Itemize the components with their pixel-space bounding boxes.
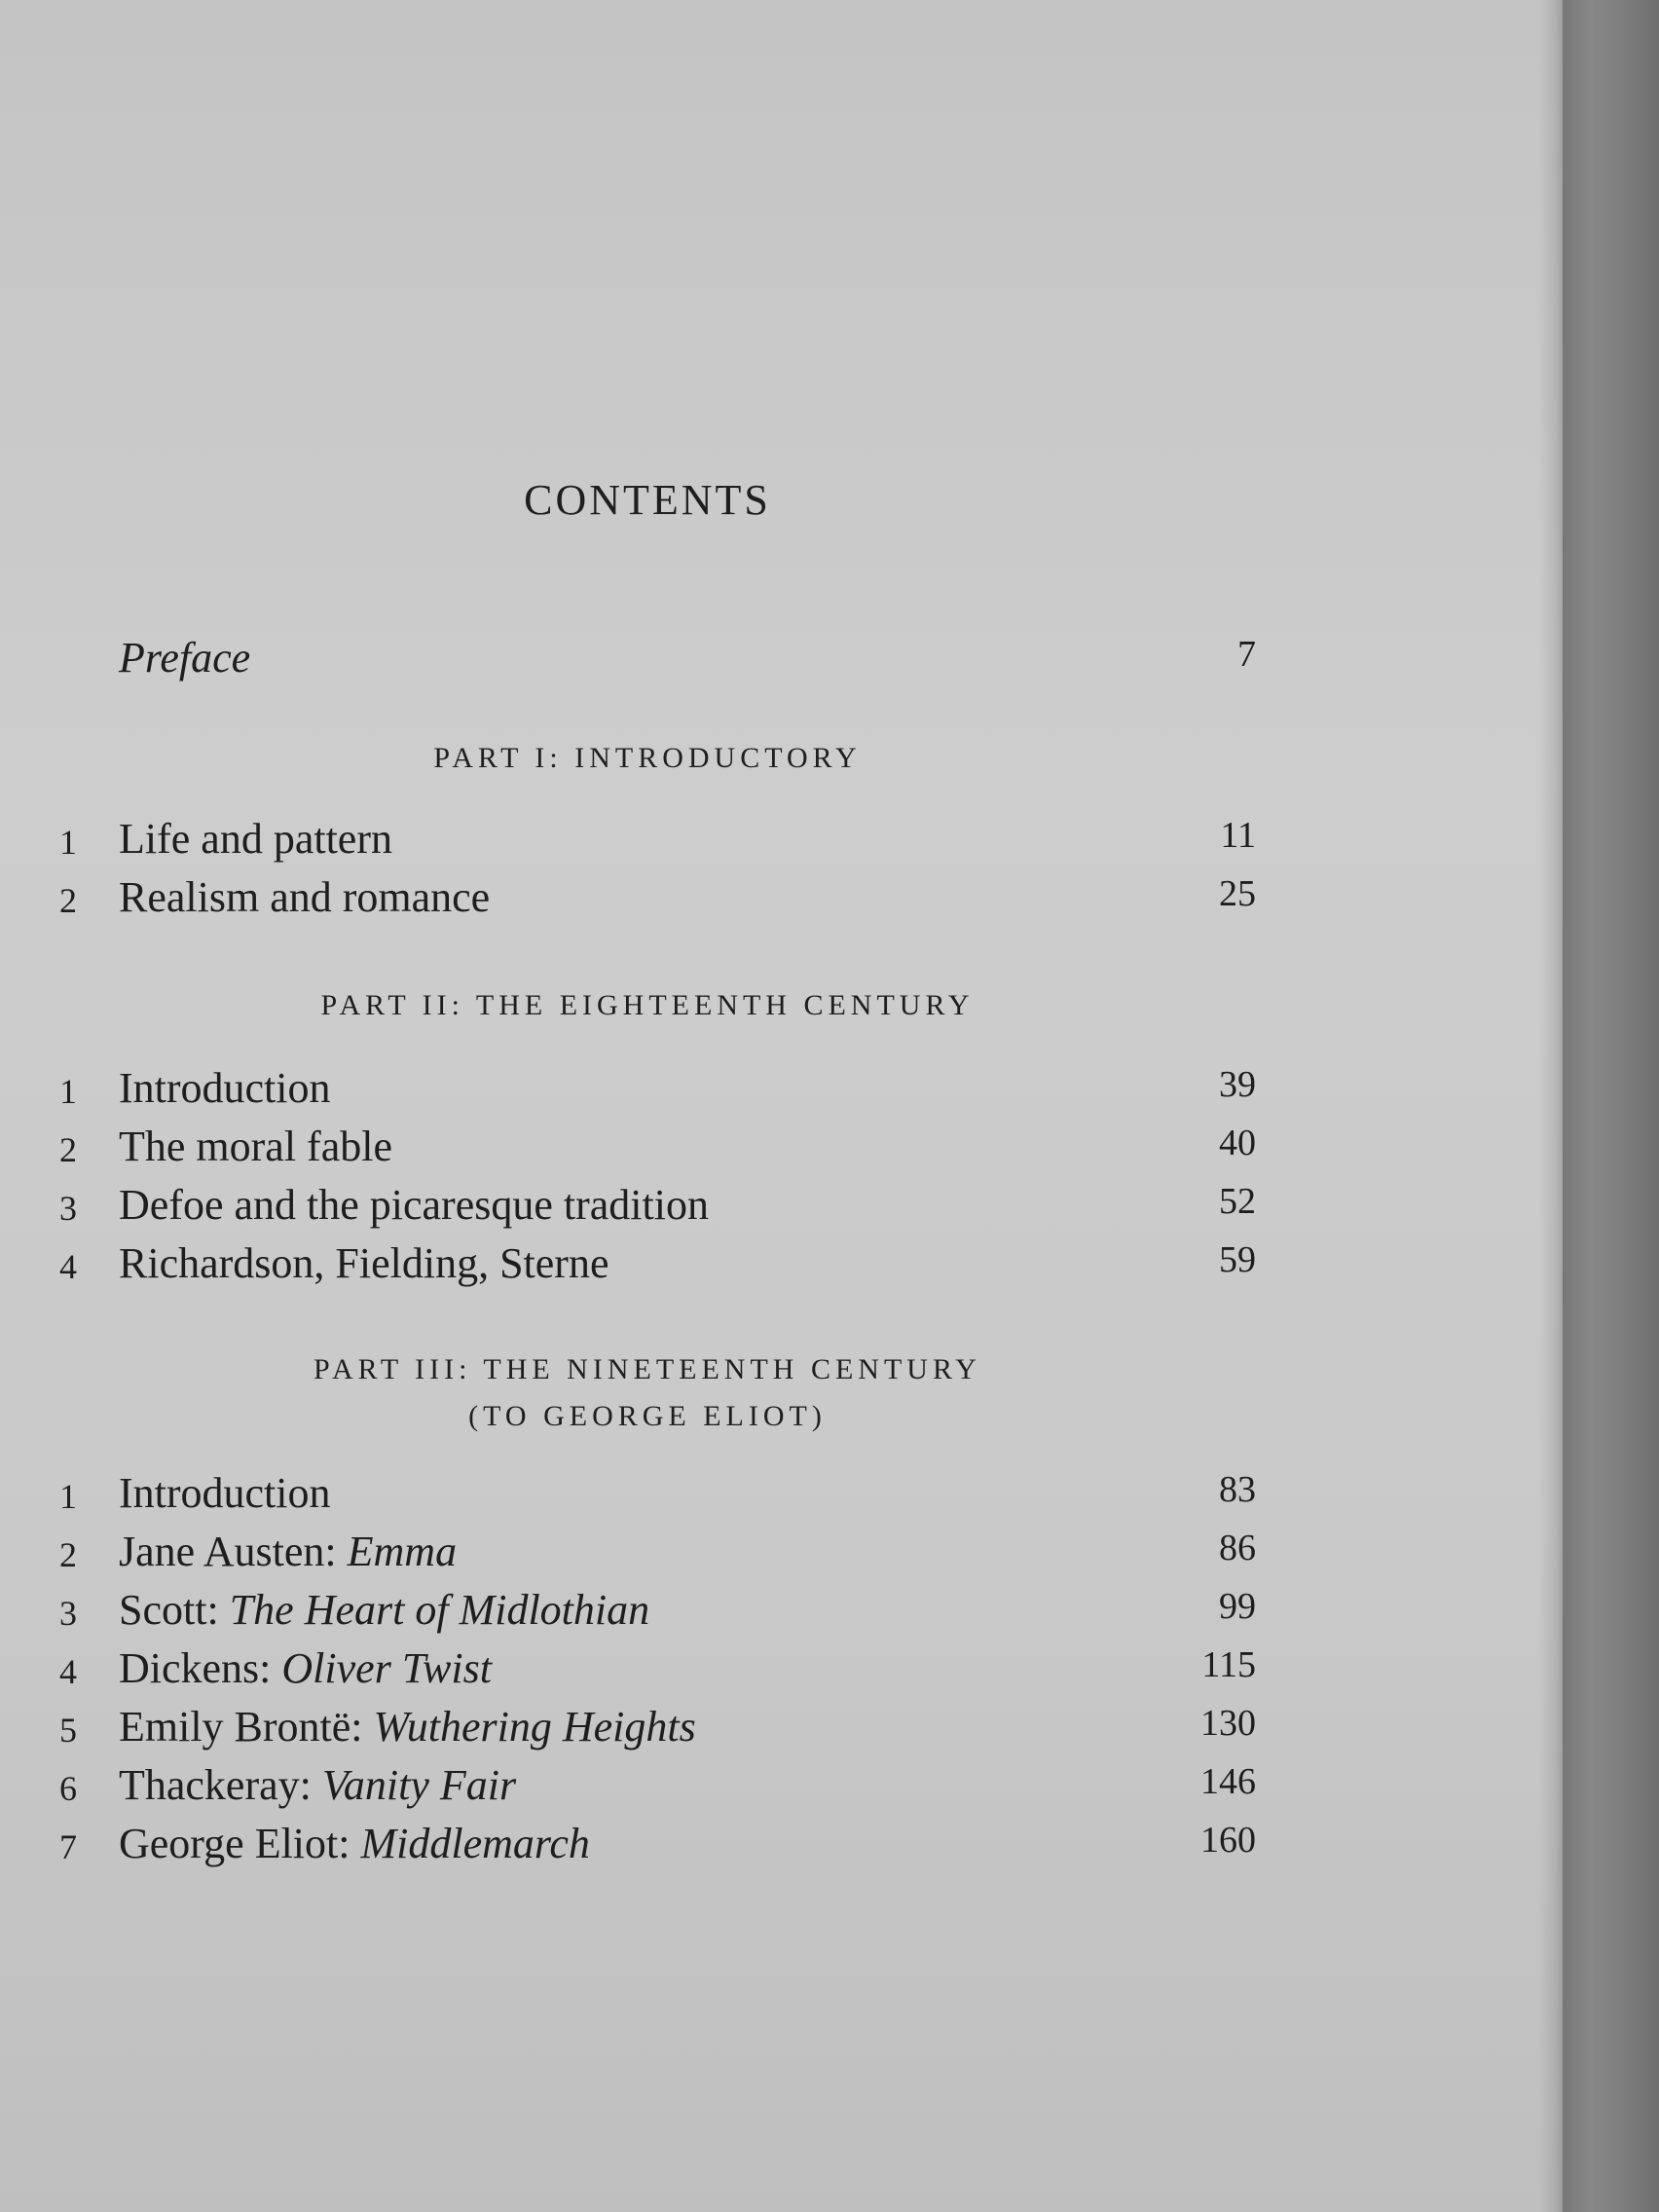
part-heading: PART I: INTRODUCTORY [433, 742, 862, 774]
toc-entry [0, 1643, 1295, 1706]
entry-number: 3 [59, 1189, 77, 1228]
entry-author: Thackeray: [119, 1761, 312, 1809]
entry-number: 4 [59, 1247, 77, 1286]
entry-page: 115 [1201, 1644, 1256, 1685]
entry-author: George Eliot: [119, 1820, 350, 1867]
entry-title [119, 1819, 590, 1868]
toc-entry [0, 814, 1295, 876]
entry-work: Wuthering Heights [373, 1703, 696, 1751]
entry-page: 99 [1219, 1586, 1256, 1627]
entry-title: Defoe and the picaresque tradition [119, 1181, 709, 1229]
entry-title [119, 1702, 696, 1751]
toc-entry [0, 1527, 1295, 1589]
entry-page: 83 [1219, 1469, 1256, 1510]
entry-page: 146 [1200, 1761, 1256, 1802]
entry-number: 1 [59, 1477, 77, 1516]
entry-page: 11 [1220, 815, 1256, 856]
entry-title: The moral fable [119, 1123, 392, 1170]
contents-title: CONTENTS [524, 476, 771, 524]
entry-work: The Heart of Midlothian [229, 1586, 650, 1634]
entry-page: 130 [1200, 1703, 1256, 1744]
toc-entry [0, 872, 1295, 935]
entry-number: 1 [59, 1072, 77, 1111]
entry-title [119, 1760, 516, 1810]
entry-number: 2 [59, 1130, 77, 1169]
entry-work: Oliver Twist [281, 1644, 492, 1692]
entry-page: 25 [1219, 873, 1256, 914]
toc-entry [0, 1468, 1295, 1530]
entry-work: Middlemarch [360, 1820, 590, 1867]
part-heading: PART III: THE NINETEENTH CENTURY [313, 1353, 981, 1385]
toc-entry [0, 1702, 1295, 1764]
entry-number: 4 [59, 1652, 77, 1691]
entry-number: 3 [59, 1594, 77, 1633]
toc-entry [0, 1819, 1295, 1881]
toc-entry-preface [0, 633, 1295, 695]
toc-entry [0, 1122, 1295, 1184]
entry-page: 59 [1219, 1239, 1256, 1280]
entry-title: Richardson, Fielding, Sterne [119, 1239, 609, 1287]
toc-entry [0, 1238, 1295, 1301]
entry-page: 86 [1219, 1528, 1256, 1568]
entry-title [119, 1585, 649, 1635]
entry-author: Emily Brontë: [119, 1703, 363, 1751]
entry-author: Jane Austen: [119, 1528, 337, 1575]
entry-work: Emma [347, 1528, 458, 1575]
entry-work: Vanity Fair [321, 1761, 517, 1809]
entry-page: 39 [1219, 1064, 1256, 1105]
entry-number: 7 [59, 1827, 77, 1866]
entry-page: 40 [1219, 1123, 1256, 1163]
toc-entry [0, 1063, 1295, 1125]
entry-title [119, 1643, 492, 1693]
background-surface [1563, 0, 1659, 2212]
entry-author: Dickens: [119, 1644, 272, 1692]
entry-title: Life and pattern [119, 815, 392, 863]
entry-number: 5 [59, 1711, 77, 1750]
entry-number: 6 [59, 1769, 77, 1808]
entry-page: 160 [1200, 1820, 1256, 1861]
toc-entry [0, 1760, 1295, 1823]
entry-page: 7 [1237, 634, 1256, 675]
entry-page: 52 [1219, 1181, 1256, 1222]
part-subheading: (TO GEORGE ELIOT) [468, 1400, 827, 1432]
entry-author: Scott: [119, 1586, 219, 1634]
entry-title: Preface [119, 634, 251, 682]
entry-title: Realism and romance [119, 873, 491, 921]
entry-number: 2 [59, 881, 77, 920]
toc-entry [0, 1585, 1295, 1647]
part-heading: PART II: THE EIGHTEENTH CENTURY [320, 989, 975, 1021]
entry-number: 1 [59, 823, 77, 862]
entry-number: 2 [59, 1535, 77, 1574]
entry-title: Introduction [119, 1469, 331, 1517]
entry-title [119, 1527, 457, 1576]
entry-title: Introduction [119, 1064, 331, 1112]
toc-entry [0, 1180, 1295, 1242]
